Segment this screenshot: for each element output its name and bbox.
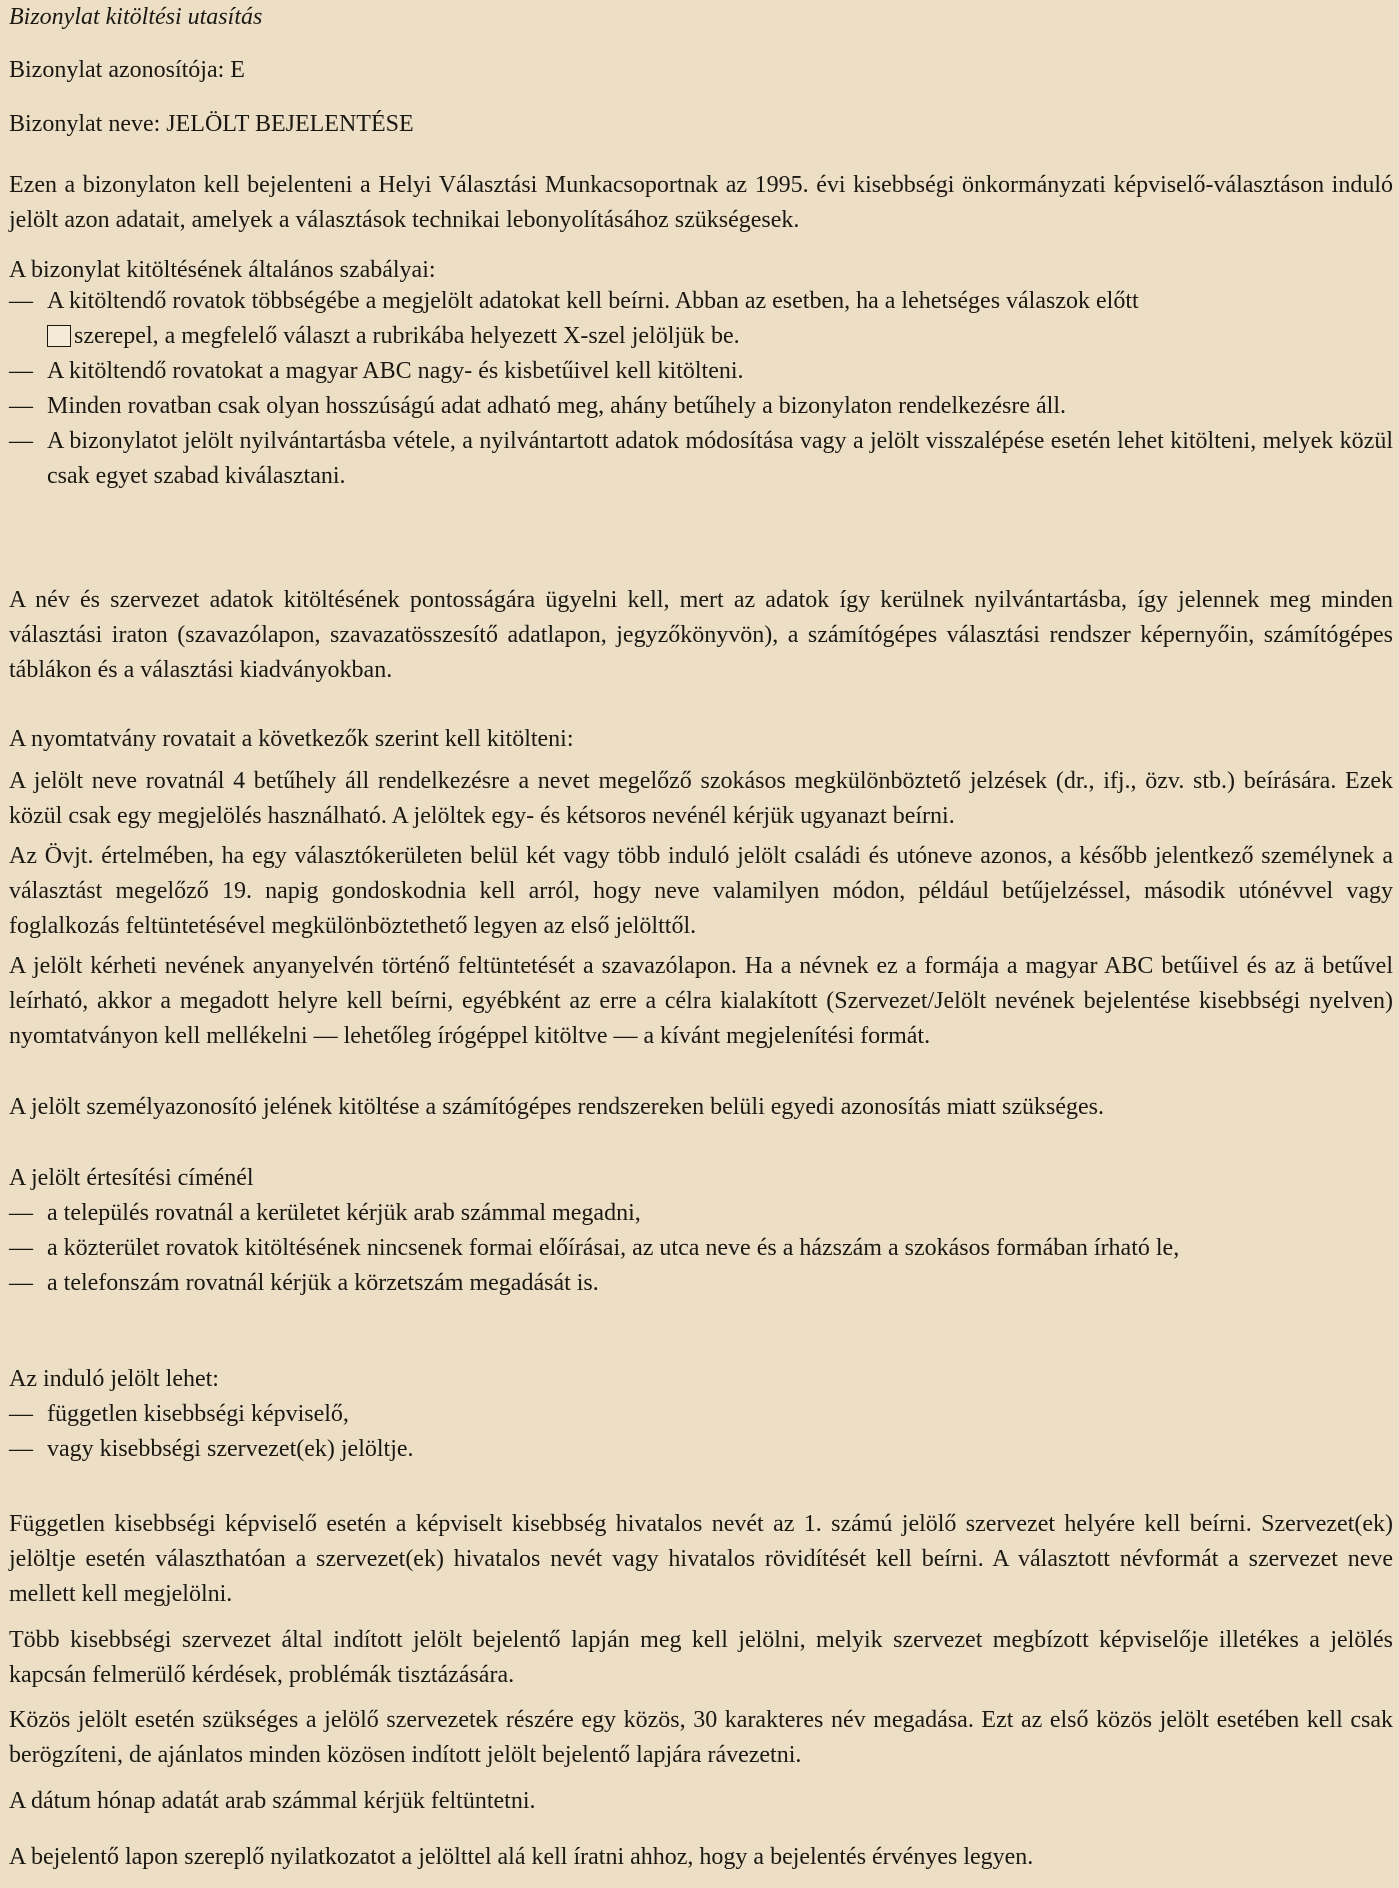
- dash-marker: —: [9, 288, 33, 314]
- address-item-2-text: a közterület rovatok kitöltésének nincsenek formai előírásai, az utca neve és a házszám a szokásos formában írható le,: [47, 1235, 1180, 1261]
- address-item-3-text: a telefonszám rovatnál kérjük a körzetszám megadását is.: [47, 1270, 599, 1296]
- candidate-type-2-text: vagy kisebbségi szervezet(ek) jelöltje.: [47, 1436, 414, 1462]
- fields-paragraph-1: A jelölt neve rovatnál 4 betűhely áll rendelkezésre a nevet megelőző szokásos megkülönböztető jelzések (dr., ifj., özv. stb.) beírására. Ezek közül csak egy megjelölés használható. A jelöltek egy- és kétsoros nevénél kérjük ugyanazt beírni.: [9, 768, 1393, 829]
- closing-paragraph-5: A bejelentő lapon szereplő nyilatkozatot a jelölttel alá kell íratni ahhoz, hogy a bejelentés érvényes legyen.: [9, 1844, 1034, 1870]
- closing-paragraph-1: Független kisebbségi képviselő esetén a képviselt kisebbség hivatalos nevét az 1. számú jelölő szervezet helyére kell beírni. Szervezet(ek) jelöltje esetén választhatóan a szervezet(ek) hivatalos nevét vagy hivatalos rövidítését kell beírni. A választott névformát a szervezet neve mellett kell megjelölni.: [9, 1511, 1393, 1607]
- address-item: [9, 1266, 1393, 1301]
- general-rule-4-text: A bizonylatot jelölt nyilvántartásba vétele, a nyilvántartott adatok módosítása vagy a jelölt visszalépése esetén lehet kitölteni, melyek közül csak egyet szabad kiválasztani.: [47, 428, 1393, 489]
- candidate-type-item: [9, 1397, 1393, 1432]
- document-heading: Bizonylat kitöltési utasítás: [9, 4, 263, 30]
- dash-marker: —: [9, 1401, 33, 1427]
- dash-marker: —: [9, 1235, 33, 1261]
- general-rule-item: [9, 389, 1393, 424]
- fields-paragraph-3: A jelölt kérheti nevének anyanyelvén történő feltüntetését a szavazólapon. Ha a névnek ez a formája a magyar ABC betűivel és az ä betűvel leírható, akkor a megadott helyre kell beírni, egyébként az erre a célra kialakított (Szervezet/Jelölt nevének bejelentése kisebbségi nyelven) nyomtatványon kell mellékelni — lehetőleg írógéppel kitöltve — a kívánt megjelenítési formát.: [9, 953, 1393, 1049]
- general-rule-2-text: A kitöltendő rovatokat a magyar ABC nagy- és kisbetűivel kell kitölteni.: [47, 358, 744, 384]
- closing-paragraph-4: A dátum hónap adatát arab számmal kérjük feltüntetni.: [9, 1788, 536, 1814]
- fields-paragraph-4: A jelölt személyazonosító jelének kitöltése a számítógépes rendszereken belüli egyedi azonosítás miatt szükséges.: [9, 1094, 1104, 1120]
- closing-paragraph-2: Több kisebbségi szervezet által indított jelölt bejelentő lapján meg kell jelölni, melyik szervezet megbízott képviselője illetékes a jelölés kapcsán felmerülő kérdések, problémák tisztázására.: [9, 1627, 1393, 1688]
- form-id-line: Bizonylat azonosítója: E: [9, 57, 245, 83]
- dash-marker: —: [9, 393, 33, 419]
- general-rule-3-text: Minden rovatban csak olyan hosszúságú adat adható meg, ahány betűhely a bizonylaton rendelkezésre áll.: [47, 393, 1066, 419]
- fields-paragraph-2: Az Övjt. értelmében, ha egy választókerületen belül két vagy több induló jelölt családi és utóneve azonos, a később jelentkező személynek a választást megelőző 19. napig gondoskodnia kell arról, hogy neve valamilyen módon, például betűjelzéssel, második utónévvel vagy foglalkozás feltüntetésével megkülönböztethető legyen az első jelölttől.: [9, 843, 1393, 939]
- fields-title: A nyomtatvány rovatait a következők szerint kell kitölteni:: [9, 726, 574, 752]
- general-rule-item: [9, 284, 1393, 354]
- general-rules-title: A bizonylat kitöltésének általános szabályai:: [9, 257, 436, 283]
- general-rules-list: [9, 284, 1393, 494]
- candidate-types-list: [9, 1397, 1393, 1467]
- closing-paragraph-3: Közös jelölt esetén szükséges a jelölő szervezetek részére egy közös, 30 karakteres név megadása. Ezt az első közös jelölt esetében kell csak berögzíteni, de ajánlatos minden közösen indított jelölt bejelentő lapjára rávezetni.: [9, 1707, 1393, 1768]
- dash-marker: —: [9, 358, 33, 384]
- address-title: A jelölt értesítési címénél: [9, 1165, 254, 1191]
- candidate-type-1-text: független kisebbségi képviselő,: [47, 1401, 349, 1427]
- address-item-1-text: a település rovatnál a kerületet kérjük arab számmal megadni,: [47, 1200, 641, 1226]
- address-list: [9, 1196, 1393, 1301]
- candidate-types-title: Az induló jelölt lehet:: [9, 1366, 219, 1392]
- checkbox-icon: [47, 325, 71, 347]
- intro-paragraph: Ezen a bizonylaton kell bejelenteni a Helyi Választási Munkacsoportnak az 1995. évi kisebbségi önkormányzati képviselő-választáson induló jelölt azon adatait, amelyek a választások technikai lebonyolításához szükségesek.: [9, 172, 1393, 233]
- address-item: [9, 1231, 1393, 1266]
- general-rule-1-text-b: szerepel, a megfelelő választ a rubrikába helyezett X-szel jelöljük be.: [74, 323, 740, 349]
- accuracy-paragraph: A név és szervezet adatok kitöltésének pontosságára ügyelni kell, mert az adatok így kerülnek nyilvántartásba, így jelennek meg minden választási iraton (szavazólapon, szavazatösszesítő adatlapon, jegyzőkönyvön), a számítógépes választási rendszer képernyőin, számítógépes táblákon és a választási kiadványokban.: [9, 587, 1393, 683]
- general-rule-item: [9, 424, 1393, 494]
- dash-marker: —: [9, 1200, 33, 1226]
- form-name-line: Bizonylat neve: JELÖLT BEJELENTÉSE: [9, 111, 414, 137]
- dash-marker: —: [9, 1270, 33, 1296]
- candidate-type-item: [9, 1432, 1393, 1467]
- general-rule-item: [9, 354, 1393, 389]
- address-item: [9, 1196, 1393, 1231]
- dash-marker: —: [9, 1436, 33, 1462]
- dash-marker: —: [9, 428, 33, 454]
- general-rule-1-text-a: A kitöltendő rovatok többségébe a megjelölt adatokat kell beírni. Abban az esetben, ha a lehetséges válaszok előtt: [47, 288, 1139, 314]
